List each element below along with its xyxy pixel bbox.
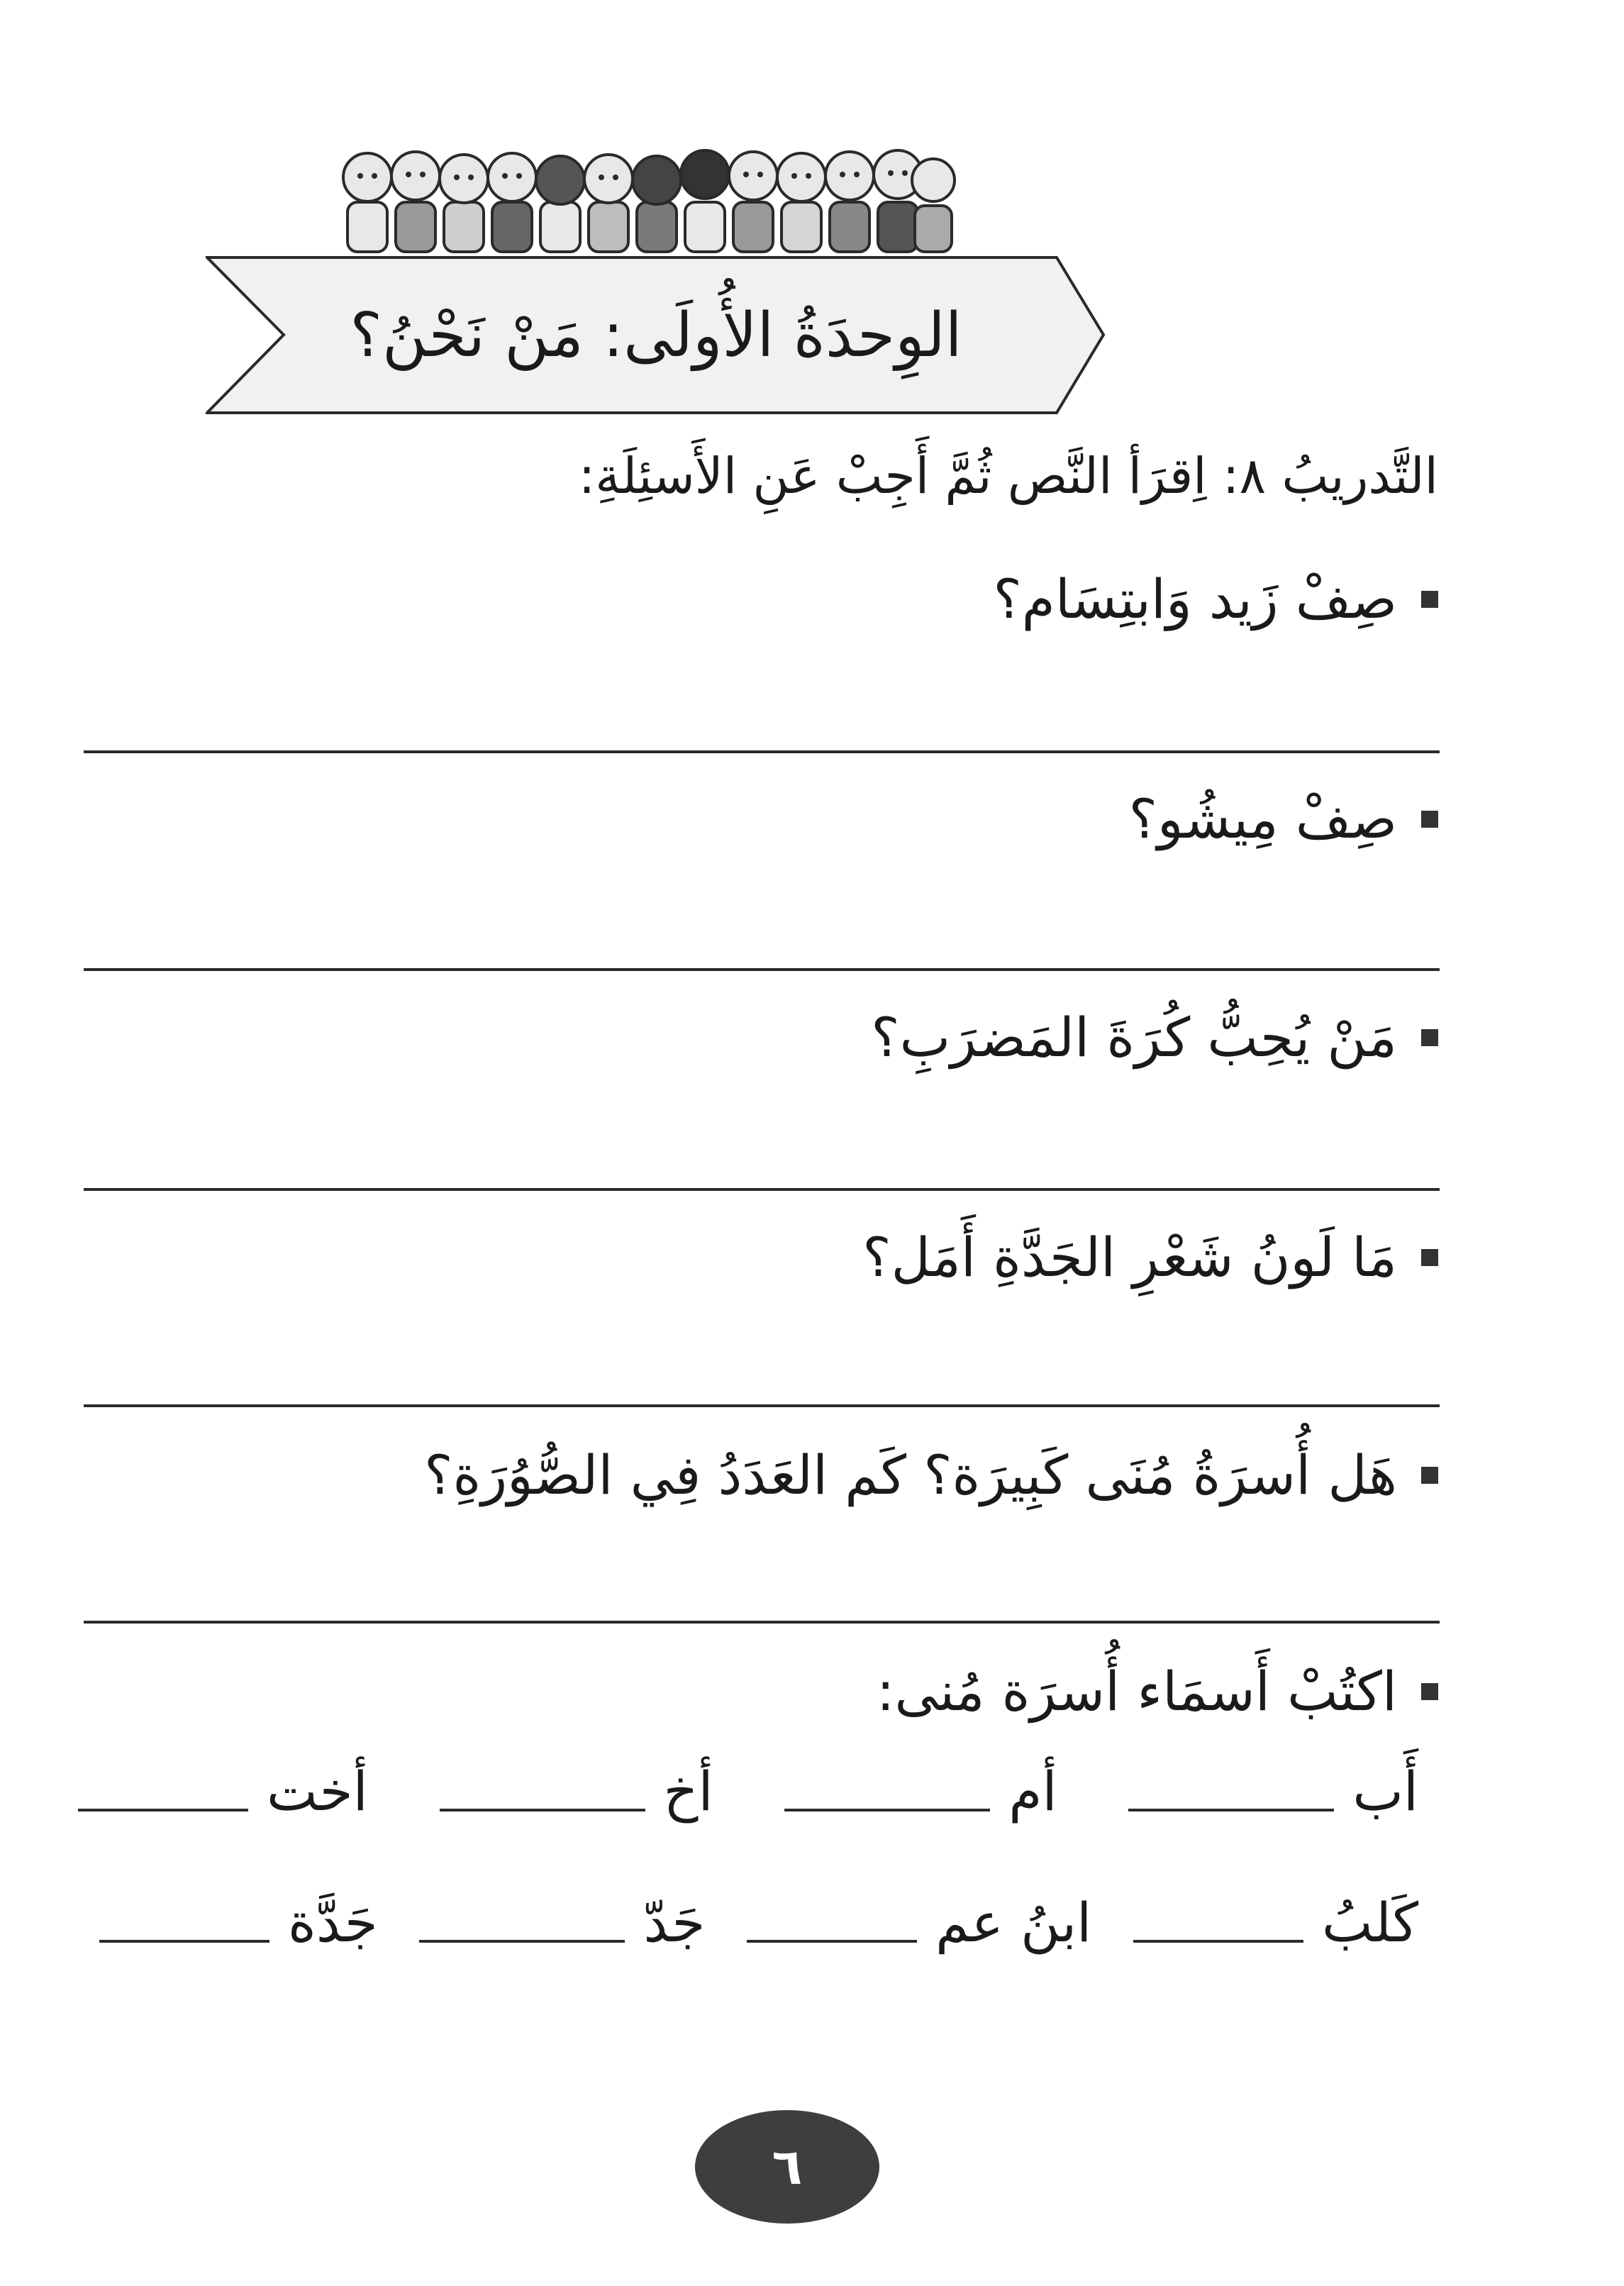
family-label: أم	[1008, 1760, 1057, 1823]
family-label: أخ	[663, 1760, 713, 1823]
fill-blank[interactable]	[419, 1940, 625, 1943]
family-label: ابنُ عم	[935, 1891, 1092, 1954]
bullet-square-icon	[1421, 1683, 1438, 1700]
family-label: كَلبُ	[1322, 1891, 1418, 1954]
family-item-grandmother	[99, 1891, 378, 1954]
question-2	[1129, 787, 1438, 850]
answer-line-3[interactable]	[84, 1188, 1440, 1191]
family-row-1	[78, 1745, 1418, 1823]
question-text: صِفْ زَيد وَابتِسَام؟	[993, 567, 1397, 631]
bullet-square-icon	[1421, 1029, 1438, 1046]
fill-blank[interactable]	[747, 1940, 917, 1943]
fill-blank[interactable]	[440, 1809, 645, 1811]
question-text: اكتُبْ أَسمَاء أُسرَة مُنى:	[876, 1660, 1397, 1723]
family-label: جَدّ	[643, 1891, 706, 1954]
bullet-square-icon	[1421, 1467, 1438, 1484]
answer-line-4[interactable]	[84, 1404, 1440, 1407]
exercise-instruction: التَّدريبُ ٨: اِقرَأ النَّص ثُمَّ أَجِبْ عَنِ الأَسئِلَةِ:	[578, 447, 1438, 505]
family-item-mother	[784, 1760, 1057, 1823]
unit-title: الوِحدَةُ الأُولَى: مَنْ نَحْنُ؟	[350, 299, 962, 371]
question-6	[877, 1660, 1438, 1723]
family-label: أخت	[267, 1760, 368, 1823]
question-text: صِفْ مِيشُو؟	[1128, 787, 1397, 850]
family-item-cousin	[747, 1891, 1091, 1954]
family-item-dog	[1133, 1891, 1418, 1954]
bullet-square-icon	[1421, 591, 1438, 608]
fill-blank[interactable]	[99, 1940, 269, 1943]
family-item-father	[1128, 1760, 1418, 1823]
answer-line-1[interactable]	[84, 750, 1440, 753]
question-text: مَنْ يُحِبُّ كُرَةَ المَضرَبِ؟	[871, 1006, 1397, 1069]
fill-blank[interactable]	[1128, 1809, 1334, 1811]
bullet-square-icon	[1421, 1249, 1438, 1266]
family-label: جَدَّة	[288, 1891, 378, 1954]
family-item-brother	[440, 1760, 713, 1823]
fill-blank[interactable]	[784, 1809, 990, 1811]
family-item-grandfather	[419, 1891, 705, 1954]
family-row-2	[99, 1876, 1418, 1954]
answer-line-5[interactable]	[84, 1621, 1440, 1624]
question-5	[424, 1443, 1438, 1507]
bullet-square-icon	[1421, 811, 1438, 828]
answer-line-2[interactable]	[84, 968, 1440, 971]
family-item-sister	[78, 1760, 368, 1823]
page-number: ٦	[695, 2110, 879, 2224]
question-text: مَا لَونُ شَعْرِ الجَدَّةِ أَمَل؟	[862, 1226, 1397, 1289]
question-text: هَل أُسرَةُ مُنَى كَبِيرَة؟ كَم العَدَدُ فِي الصُّوُرَةِ؟	[424, 1443, 1397, 1507]
children-illustration	[340, 135, 957, 262]
fill-blank[interactable]	[78, 1809, 248, 1811]
question-4	[862, 1226, 1438, 1289]
question-1	[993, 567, 1438, 631]
family-label: أَب	[1352, 1760, 1418, 1823]
question-3	[871, 1006, 1438, 1069]
fill-blank[interactable]	[1133, 1940, 1303, 1943]
